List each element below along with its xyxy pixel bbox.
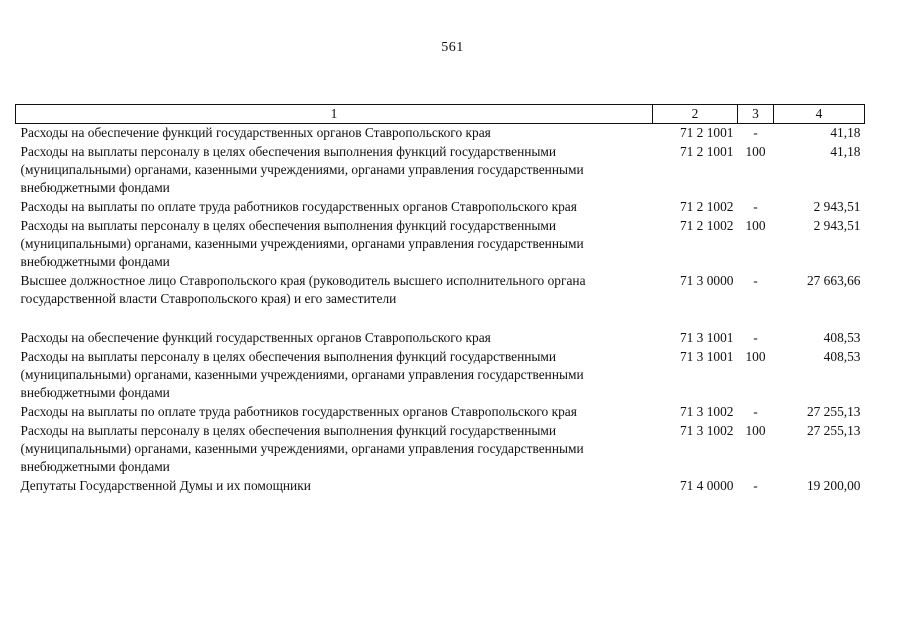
row-name: Расходы на выплаты персоналу в целях обеспечения выполнения функций государственными (муниципальными) органами, казенными учреждениями, органами управления государственными внебюджетными фондами: [20, 218, 584, 269]
row-code: 71 2 1002: [679, 199, 734, 214]
table-row: [16, 143, 865, 198]
row-amount: 408,53: [823, 349, 861, 364]
row-code: 71 2 1002: [679, 218, 734, 233]
row-code: 71 2 1001: [679, 125, 734, 140]
row-type: 100: [745, 144, 766, 159]
row-amount: 408,53: [823, 330, 861, 345]
table-header-row: [16, 105, 865, 124]
row-type: -: [753, 330, 758, 345]
row-name: Депутаты Государственной Думы и их помощники: [20, 478, 311, 493]
table-row: [16, 403, 865, 422]
row-type: 100: [745, 349, 766, 364]
row-type: 100: [745, 218, 766, 233]
row-name: Расходы на выплаты персоналу в целях обеспечения выполнения функций государственными (муниципальными) органами, казенными учреждениями, органами управления государственными внебюджетными фондами: [20, 144, 584, 195]
table-row: [16, 124, 865, 144]
row-amount: 27 255,13: [806, 423, 861, 438]
row-type: -: [753, 125, 758, 140]
row-type: 100: [745, 423, 766, 438]
row-code: 71 2 1001: [679, 144, 734, 159]
column-header-code: 2: [653, 105, 738, 124]
table-row: [16, 198, 865, 217]
table-row: [16, 272, 865, 309]
row-amount: 27 663,66: [806, 273, 861, 288]
row-code: 71 3 0000: [679, 273, 734, 288]
row-type: -: [753, 199, 758, 214]
row-code: 71 3 1001: [679, 349, 734, 364]
page-number: 561: [441, 40, 464, 55]
row-name: Высшее должностное лицо Ставропольского края (руководитель высшего исполнительного органа государственной власти Ставропольского края) и его заместители: [20, 273, 586, 306]
row-code: 71 3 1001: [679, 330, 734, 345]
table-row: [16, 422, 865, 477]
column-header-type: 3: [738, 105, 774, 124]
row-type: -: [753, 273, 758, 288]
row-code: 71 3 1002: [679, 404, 734, 419]
row-code: 71 4 0000: [679, 478, 734, 493]
row-name: Расходы на выплаты по оплате труда работников государственных органов Ставропольского края: [20, 199, 577, 214]
row-name: Расходы на обеспечение функций государственных органов Ставропольского края: [20, 125, 491, 140]
row-type: -: [753, 478, 758, 493]
row-name: Расходы на выплаты персоналу в целях обеспечения выполнения функций государственными (муниципальными) органами, казенными учреждениями, органами управления государственными внебюджетными фондами: [20, 423, 584, 474]
row-amount: 41,18: [830, 144, 861, 159]
column-header-name: 1: [16, 105, 653, 124]
row-amount: 27 255,13: [806, 404, 861, 419]
row-name: Расходы на выплаты по оплате труда работников государственных органов Ставропольского края: [20, 404, 577, 419]
table-row: [16, 309, 865, 348]
row-name: Расходы на выплаты персоналу в целях обеспечения выполнения функций государственными (муниципальными) органами, казенными учреждениями, органами управления государственными внебюджетными фондами: [20, 349, 584, 400]
table-row: [16, 217, 865, 272]
table-row: [16, 477, 865, 496]
row-amount: 19 200,00: [806, 478, 861, 493]
row-amount: 41,18: [830, 125, 861, 140]
row-type: -: [753, 404, 758, 419]
column-header-amount: 4: [774, 105, 865, 124]
row-name: Расходы на обеспечение функций государственных органов Ставропольского края: [20, 330, 491, 345]
row-amount: 2 943,51: [813, 218, 861, 233]
table-row: [16, 348, 865, 403]
row-amount: 2 943,51: [813, 199, 861, 214]
row-code: 71 3 1002: [679, 423, 734, 438]
budget-table: [15, 104, 865, 496]
